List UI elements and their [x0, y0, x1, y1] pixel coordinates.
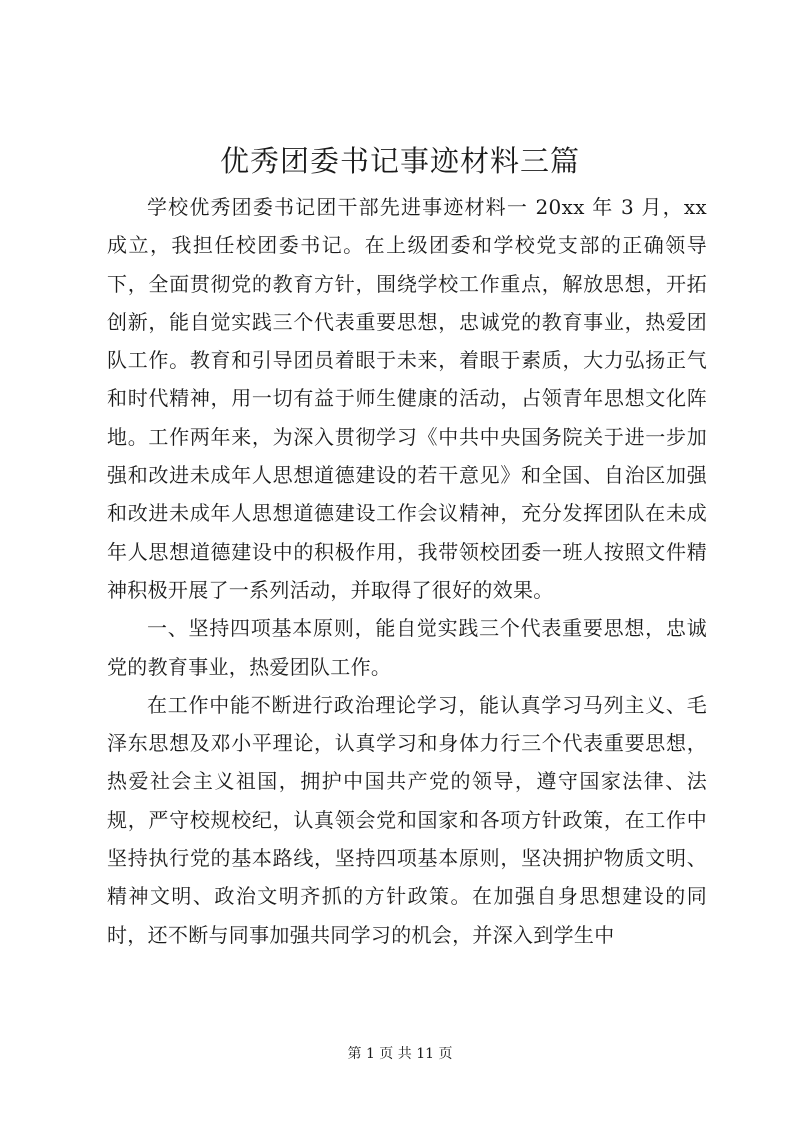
document-body	[107, 188, 707, 954]
page-number-footer: 第 1 页 共 11 页	[347, 1046, 453, 1062]
paragraph-work-study: 在工作中能不断进行政治理论学习，能认真学习马列主义、毛泽东思想及邓小平理论，认真学习和身体力行三个代表重要思想，热爱社会主义祖国，拥护中国共产党的领导，遵守国家法律、法规，严守校规校纪，认真领会党和国家和各项方针政策，在工作中坚持执行党的基本路线，坚持四项基本原则，坚决拥护物质文明、精神文明、政治文明齐抓的方针政策。在加强自身思想建设的同时，还不断与同事加强共同学习的机会，并深入到学生中	[107, 692, 707, 947]
paragraph-section-heading: 一、坚持四项基本原则，能自觉实践三个代表重要思想，忠诚党的教育事业，热爱团队工作。	[107, 616, 707, 679]
paragraph-intro: 学校优秀团委书记团干部先进事迹材料一 20xx 年 3 月，xx 成立，我担任校团委书记。在上级团委和学校党支部的正确领导下，全面贯彻党的教育方针，围绕学校工作重点，解放思想，开拓创新，能自觉实践三个代表重要思想，忠诚党的教育事业，热爱团队工作。教育和引导团员着眼于未来，着眼于素质，大力弘扬正气和时代精神，用一切有益于师生健康的活动，占领青年思想文化阵地。工作两年来，为深入贯彻学习《中共中央国务院关于进一步加强和改进未成年人思想道德建设的若干意见》和全国、自治区加强和改进未成年人思想道德建设工作会议精神，充分发挥团队在未成年人思想道德建设中的积极作用，我带领校团委一班人按照文件精神积极开展了一系列活动，并取得了很好的效果。	[107, 195, 707, 602]
document-title: 优秀团委书记事迹材料三篇	[219, 144, 580, 178]
